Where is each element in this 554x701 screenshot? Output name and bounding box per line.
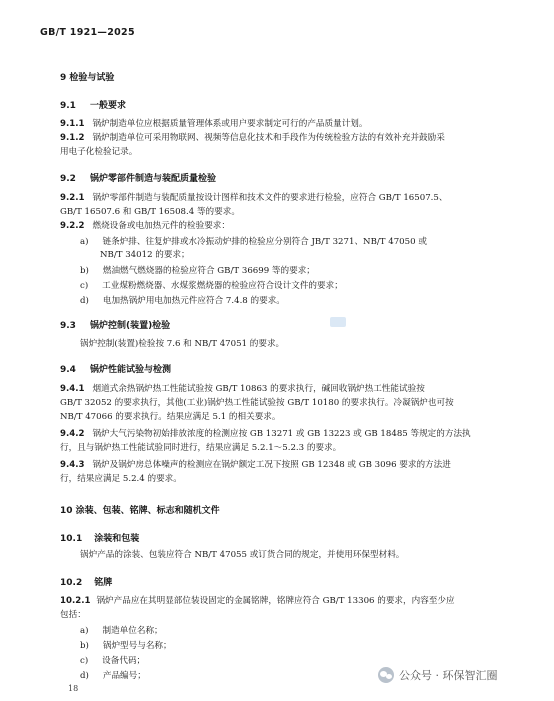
list-item (80, 295, 285, 307)
clause-9-2-heading (60, 171, 216, 184)
clause-number: 9.4.1 (60, 384, 85, 394)
clause-title: 锅炉性能试验与检测 (89, 365, 171, 375)
clause-9-1-heading (60, 98, 126, 111)
list-item-cont: NB/T 34012 的要求； (100, 250, 190, 260)
para-9-3: 锅炉控制(装置)检验按 7.6 和 NB/T 47051 的要求。 (80, 339, 285, 349)
clause-number: 10.2 (60, 578, 83, 588)
clause-title: 铭牌 (94, 578, 113, 588)
list-item (80, 640, 172, 652)
list-label: a) (80, 626, 89, 636)
para-text: 燃烧设备或电加热元件的检验要求： (92, 221, 230, 231)
para-9-2-1-cont: GB/T 16507.6 和 GB/T 16508.4 等的要求。 (60, 207, 240, 217)
para-9-4-3-cont: 行，结果应满足 5.2.4 的要求。 (60, 474, 182, 484)
para-9-4-2-cont: 行，且与锅炉热工性能试验同时进行，结果应满足 5.2.1～5.2.3 的要求。 (60, 443, 342, 453)
para-text: 锅炉零部件制造与装配质量按设计图样和技术文件的要求进行检验，应符合 GB/T 16507.5、 (92, 193, 448, 203)
list-item (80, 670, 146, 682)
para-text: 锅炉产品应在其明显部位装设固定的金属铭牌，铭牌应符合 GB/T 13306 的要求，内容至少应 (96, 596, 455, 606)
clause-number: 9.4 (60, 365, 76, 375)
clause-number: 9.2.1 (60, 193, 85, 203)
clause-number: 10.1 (60, 534, 83, 544)
list-text: 链条炉排、往复炉排或水冷振动炉排的检验应分别符合 JB/T 3271、NB/T 47050 或 (102, 237, 427, 247)
section-10-title: 10 涂装、包装、铭牌、标志和随机文件 (60, 506, 220, 516)
clause-title: 涂装和包装 (94, 534, 140, 544)
watermark (378, 664, 498, 686)
list-label: c) (80, 656, 89, 666)
clause-number: 9.1.2 (60, 133, 85, 143)
list-label: c) (80, 281, 89, 291)
clause-title: 锅炉控制(装置)检验 (89, 321, 171, 331)
list-item (80, 265, 315, 277)
list-text: 制造单位名称； (102, 626, 163, 636)
para-9-4-1-cont: GB/T 32052 的要求执行，其他(工业)锅炉热工性能试验按 GB/T 10180 的要求执行。冷凝锅炉也可按 (60, 398, 454, 408)
clause-title: 锅炉零部件制造与装配质量检验 (89, 174, 216, 184)
para-9-4-2 (60, 428, 471, 440)
para-10-1: 锅炉产品的涂装、包装应符合 NB/T 47055 或订货合同的规定，并使用环保型材料。 (80, 550, 405, 560)
para-9-4-1 (60, 383, 425, 395)
wechat-icon (378, 667, 394, 683)
list-text: 燃油燃气燃烧器的检验应符合 GB/T 36699 等的要求； (102, 266, 315, 276)
section-9-title: 9 检验与试验 (60, 73, 115, 83)
list-item (80, 236, 427, 248)
clause-number: 9.2 (60, 174, 76, 184)
para-text: 锅炉制造单位可采用物联网、视频等信息化技术和手段作为传统检验方法的有效补充并鼓励采 (92, 133, 445, 143)
list-text: 锅炉型号与名称； (102, 641, 172, 651)
para-9-4-3 (60, 459, 451, 471)
list-text: 电加热锅炉用电加热元件应符合 7.4.8 的要求。 (102, 296, 285, 306)
para-10-2-1-cont: 包括： (60, 610, 86, 620)
para-text: 锅炉大气污染物初始排放浓度的检测应按 GB 13271 或 GB 13223 或 GB 18485 等规定的方法执 (92, 429, 471, 439)
clause-number: 9.4.3 (60, 460, 85, 470)
list-label: a) (80, 237, 89, 247)
list-label: b) (80, 641, 89, 651)
watermark-text: 公众号 · 环保智汇圈 (399, 669, 498, 682)
para-9-1-1 (60, 118, 367, 130)
clause-9-3-heading (60, 318, 170, 331)
para-9-2-1 (60, 192, 447, 204)
clause-number: 10.2.1 (60, 596, 91, 606)
clause-9-4-heading (60, 362, 171, 375)
para-10-2-1 (60, 595, 455, 607)
page-number: 18 (68, 684, 79, 693)
list-text: 产品编号； (102, 671, 146, 681)
para-9-4-1-cont: NB/T 47066 的要求执行。结果应满足 5.1 的相关要求。 (60, 412, 281, 422)
para-text: 烟道式余热锅炉热工性能试验按 GB/T 10863 的要求执行，碱回收锅炉热工性能试验按 (92, 384, 425, 394)
para-9-1-2 (60, 132, 445, 144)
list-label: d) (80, 296, 89, 306)
para-text: 锅炉及锅炉房总体噪声的检测应在锅炉额定工况下按照 GB 12348 或 GB 3096 要求的方法进 (92, 460, 451, 470)
scan-mark (330, 317, 346, 327)
clause-number: 9.1 (60, 101, 76, 111)
clause-10-1-heading (60, 531, 139, 544)
list-label: b) (80, 266, 89, 276)
para-9-2-2 (60, 220, 230, 232)
standard-number: GB/T 1921—2025 (40, 27, 135, 38)
clause-10-2-heading (60, 575, 112, 588)
list-item (80, 625, 163, 637)
clause-number: 9.1.1 (60, 119, 85, 129)
clause-number: 9.2.2 (60, 221, 85, 231)
clause-number: 9.3 (60, 321, 76, 331)
list-item (80, 655, 145, 667)
list-label: d) (80, 671, 89, 681)
para-9-1-2-cont: 用电子化检验记录。 (60, 147, 138, 157)
list-text: 工业煤粉燃烧器、水煤浆燃烧器的检验应符合设计文件的要求； (102, 281, 343, 291)
clause-title: 一般要求 (89, 101, 126, 111)
para-text: 锅炉制造单位应根据质量管理体系或用户要求制定可行的产品质量计划。 (92, 119, 368, 129)
clause-number: 9.4.2 (60, 429, 85, 439)
list-item (80, 280, 343, 292)
list-text: 设备代码； (102, 656, 146, 666)
